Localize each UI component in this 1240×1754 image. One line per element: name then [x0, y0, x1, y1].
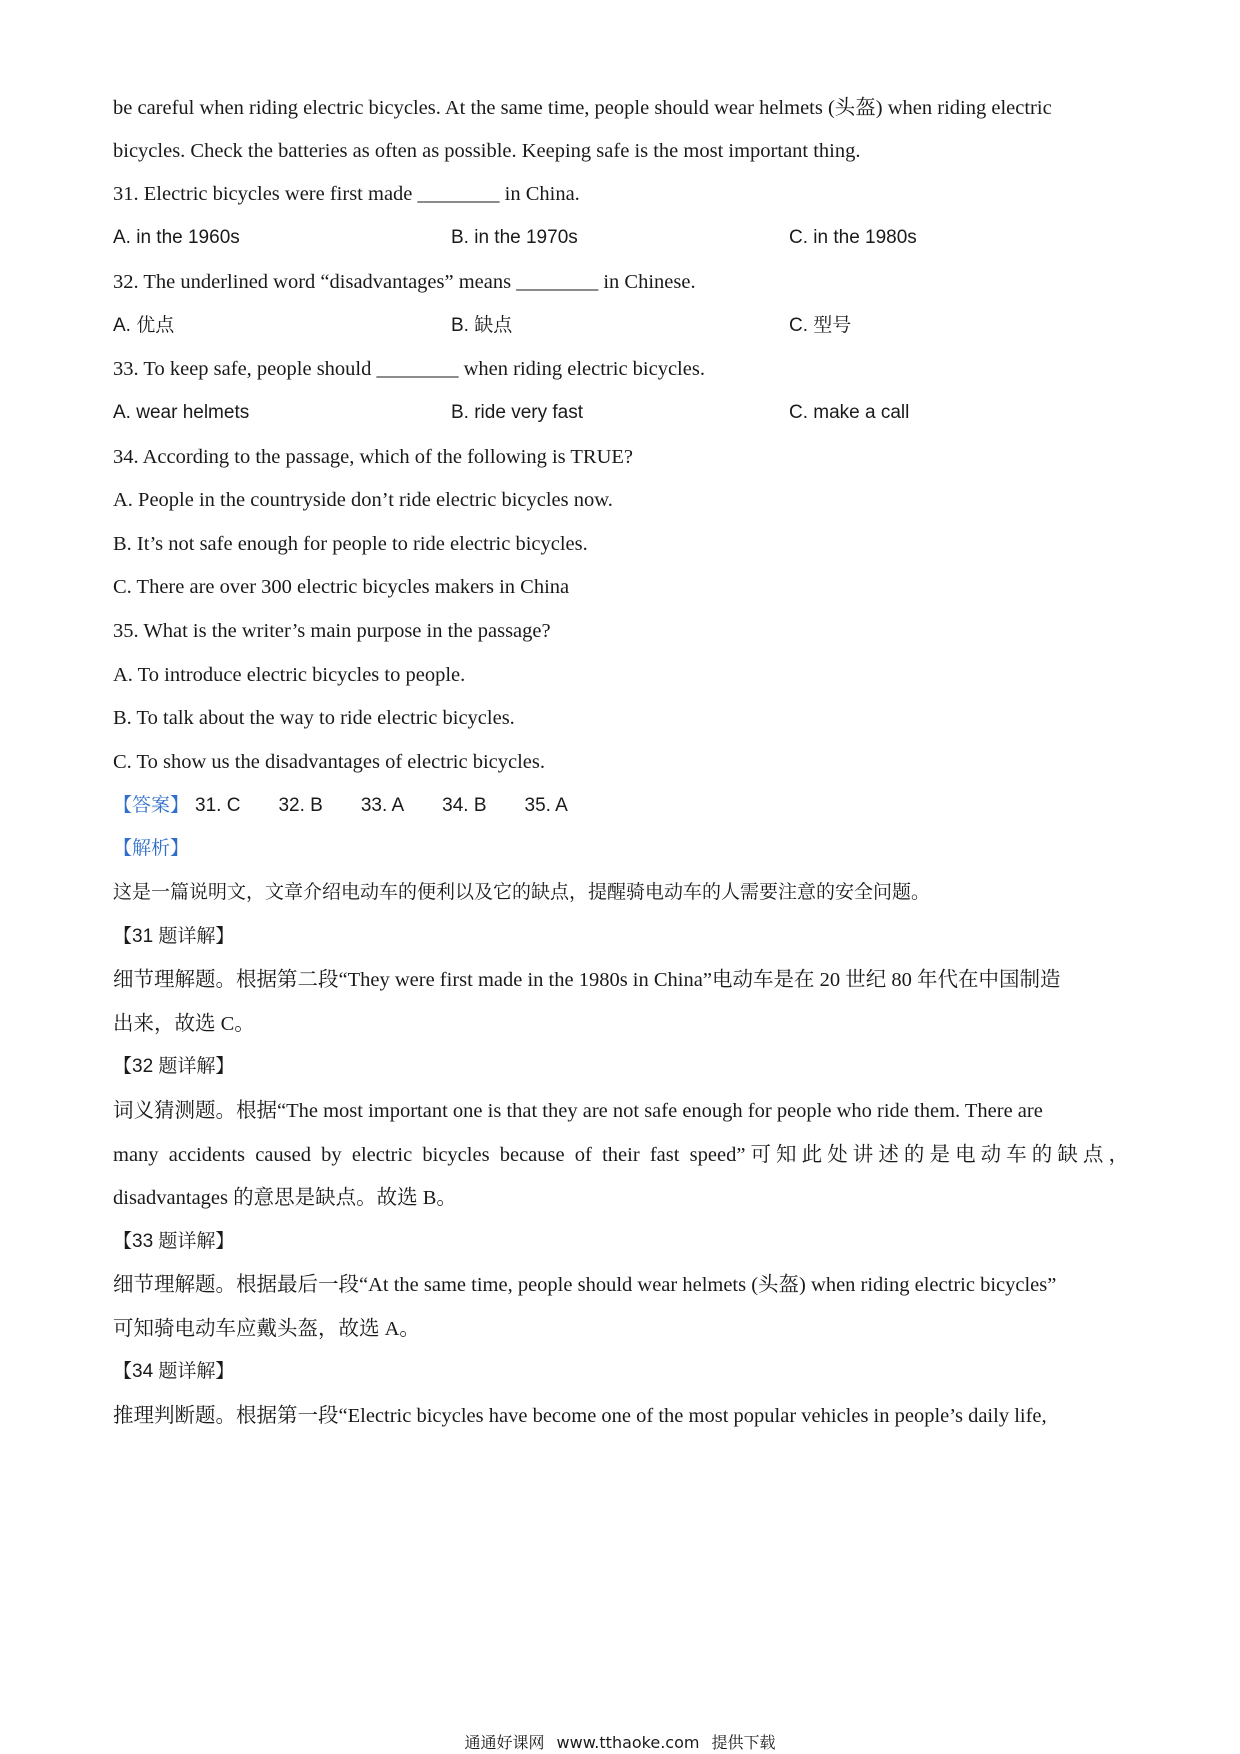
- passage-line: be careful when riding electric bicycles. At the same time, people should wear helmets (头盔) when riding electric: [113, 97, 1052, 119]
- analysis-label: 【解析】: [113, 838, 190, 859]
- option-c: C. To show us the disadvantages of electric bicycles.: [113, 751, 545, 773]
- footer-note: 提供下载: [711, 1733, 776, 1752]
- option-c: C. make a call: [789, 402, 910, 423]
- passage-line: bicycles. Check the batteries as often as possible. Keeping safe is the most important thing.: [113, 140, 861, 162]
- question-stem: 34. According to the passage, which of the following is TRUE?: [113, 446, 633, 468]
- option-a: A. 优点: [113, 315, 175, 336]
- option-b: B. ride very fast: [451, 402, 583, 423]
- answer-item: 32. B: [278, 795, 323, 816]
- detail-heading: 【34 题详解】: [113, 1361, 235, 1382]
- answer-item: 33. A: [360, 795, 405, 816]
- answer-item: 31. C: [195, 795, 241, 816]
- question-stem: 33. To keep safe, people should ________ when riding electric bicycles.: [113, 358, 705, 380]
- question-stem: 31. Electric bicycles were first made ________ in China.: [113, 183, 580, 205]
- footer-url[interactable]: www.tthaoke.com: [556, 1733, 700, 1752]
- answer-item: 34. B: [442, 795, 487, 816]
- option-c: C. 型号: [789, 315, 852, 336]
- page-footer: [0, 1730, 1240, 1753]
- analysis-summary: 这是一篇说明文，文章介绍电动车的便利以及它的缺点，提醒骑电动车的人需要注意的安全问题。: [113, 882, 931, 903]
- option-b: B. in the 1970s: [451, 227, 578, 248]
- option-a: A. wear helmets: [113, 402, 250, 423]
- detail-line: 细节理解题。根据最后一段“At the same time, people should wear helmets (头盔) when riding electric bicycles”: [113, 1274, 1057, 1296]
- detail-heading: 【31 题详解】: [113, 926, 235, 947]
- footer-site-name: 通通好课网: [464, 1733, 545, 1752]
- answer-row: [113, 792, 568, 820]
- detail-line: 推理判断题。根据第一段“Electric bicycles have become one of the most popular vehicles in people’s daily life,: [113, 1405, 1047, 1427]
- option-a: A. in the 1960s: [113, 227, 240, 248]
- detail-line: many accidents caused by electric bicycles because of their fast speed”可知此处讲述的是电动车的缺点，: [113, 1144, 1129, 1166]
- option-b: B. It’s not safe enough for people to ride electric bicycles.: [113, 533, 588, 555]
- detail-heading: 【33 题详解】: [113, 1231, 235, 1252]
- question-stem: 35. What is the writer’s main purpose in the passage?: [113, 620, 551, 642]
- option-b: B. 缺点: [451, 315, 513, 336]
- option-b: B. To talk about the way to ride electric bicycles.: [113, 707, 515, 729]
- answer-item: 35. A: [524, 795, 568, 816]
- detail-line: disadvantages 的意思是缺点。故选 B。: [113, 1187, 457, 1209]
- detail-line: 细节理解题。根据第二段“They were first made in the 1980s in China”电动车是在 20 世纪 80 年代在中国制造: [113, 969, 1061, 991]
- question-stem: 32. The underlined word “disadvantages” means ________ in Chinese.: [113, 271, 696, 293]
- option-c: C. in the 1980s: [789, 227, 917, 248]
- detail-line: 出来，故选 C。: [113, 1013, 255, 1035]
- option-a: A. People in the countryside don’t ride electric bicycles now.: [113, 489, 613, 511]
- option-a: A. To introduce electric bicycles to people.: [113, 664, 466, 686]
- option-c: C. There are over 300 electric bicycles makers in China: [113, 576, 570, 598]
- detail-line: 可知骑电动车应戴头盔，故选 A。: [113, 1318, 420, 1340]
- answer-label: 【答案】: [113, 795, 190, 816]
- detail-line: 词义猜测题。根据“The most important one is that they are not safe enough for people who ride them. There are: [113, 1100, 1043, 1122]
- detail-heading: 【32 题详解】: [113, 1056, 235, 1077]
